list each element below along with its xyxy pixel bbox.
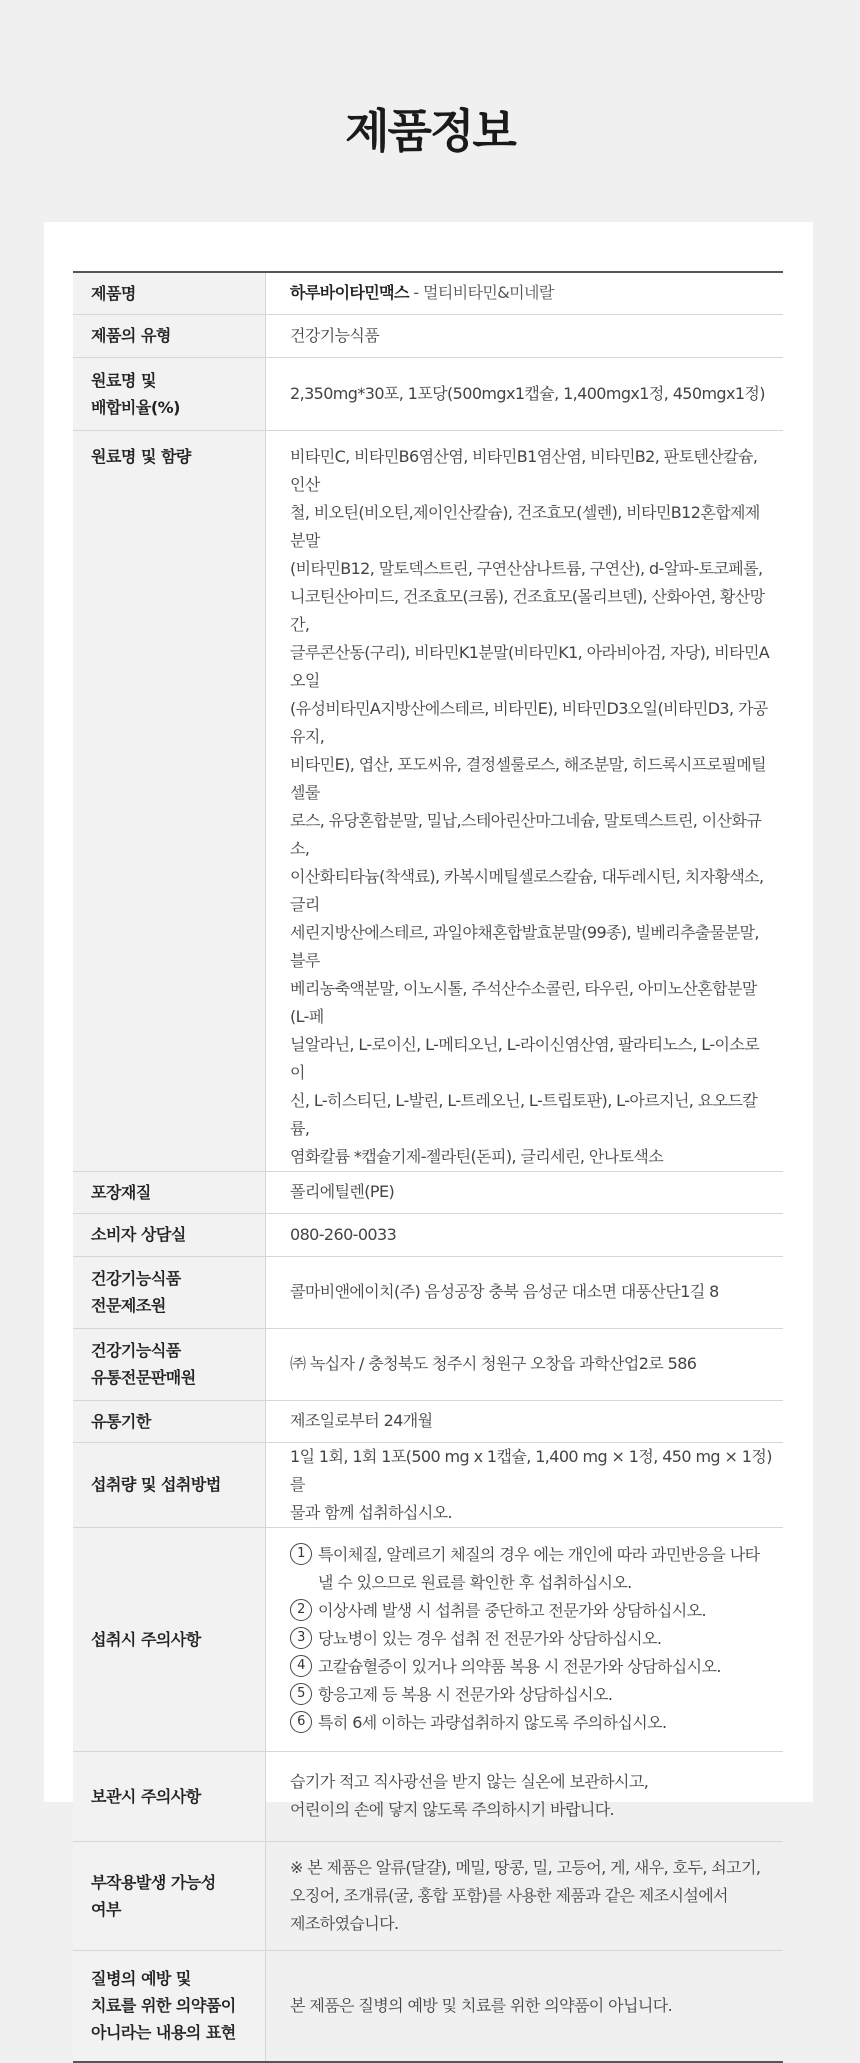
consumer-phone: 080-260-0033	[266, 1213, 784, 1256]
table-row	[73, 1841, 783, 1950]
storage-line: 어린이의 손에 닿지 않도록 주의하시기 바랍니다.	[290, 1800, 615, 1819]
list-item	[290, 1681, 773, 1709]
ingredients-line: (비타민B12, 말토덱스트린, 구연산삼나트륨, 구연산), d-알파-토코페롤,	[290, 558, 763, 578]
row-label-line: 건강기능식품	[91, 1269, 181, 1288]
product-info-card	[44, 222, 813, 2043]
ingredients-line: (유성비타민A지방산에스테르, 비타민E), 비타민D3오일(비타민D3, 가공유지,	[290, 698, 768, 746]
ingredients-line: 닐알라닌, L-로이신, L-메티오닌, L-라이신염산염, 팔라티노스, L-이소로이	[290, 1034, 760, 1082]
circled-number: 1	[290, 1543, 312, 1565]
row-label	[73, 1841, 266, 1950]
list-item-text: 이상사례 발생 시 섭취를 중단하고 전문가와 상담하십시오.	[318, 1601, 706, 1620]
storage-line: 습기가 적고 직사광선을 받지 않는 실온에 보관하시고,	[290, 1772, 649, 1791]
table-row	[73, 1751, 783, 1841]
side-effect-line: 오징어, 조개류(굴, 홍합 포함)를 사용한 제품과 같은 제조시설에서	[290, 1885, 728, 1905]
row-label-line: 치료를 위한 의약품이	[91, 1996, 236, 2016]
product-name-suffix: - 멀티비타민&미네랄	[408, 283, 554, 303]
cautions-value	[266, 1527, 784, 1751]
list-item-text: 특이체질, 알레르기 체질의 경우 에는 개인에 따라 과민반응을 나타낼 수 있으므로 원료를 확인한 후 섭취하십시오.	[318, 1545, 760, 1592]
intake-value	[266, 1442, 784, 1527]
row-label-line: 부작용발생 가능성	[91, 1872, 216, 1892]
intake-line: 물과 함께 섭취하십시오.	[290, 1502, 453, 1522]
table-row	[73, 1442, 783, 1527]
row-value: ㈜ 녹십자 / 충청북도 청주시 청원구 오창읍 과학산업2로 586	[266, 1328, 784, 1400]
table-row	[73, 357, 783, 430]
table-row	[73, 430, 783, 1171]
row-label: 섭취시 주의사항	[73, 1527, 266, 1751]
brand-name: 하루바이타민맥스	[290, 283, 409, 303]
row-value: 본 제품은 질병의 예방 및 치료를 위한 의약품이 아닙니다.	[290, 1995, 673, 2015]
table-row	[73, 272, 783, 314]
side-effect-line: ※ 본 제품은 알류(달걀), 메밀, 땅콩, 밀, 고등어, 게, 새우, 호두, 쇠고기,	[290, 1857, 761, 1877]
ingredients-value	[266, 430, 784, 1171]
circled-number: 6	[290, 1711, 312, 1733]
row-label-line: 전문제조원	[91, 1296, 166, 1315]
ingredients-line: 로스, 유당혼합분말, 밀납,스테아린산마그네슘, 말토덱스트린, 이산화규소,	[290, 810, 762, 858]
row-label-line: 원료명 및	[91, 370, 156, 390]
row-label	[73, 1256, 266, 1328]
row-label: 섭취량 및 섭취방법	[73, 1442, 266, 1527]
row-label: 보관시 주의사항	[73, 1751, 266, 1841]
row-value: 제조일로부터 24개월	[266, 1400, 784, 1442]
row-label	[73, 1328, 266, 1400]
row-label: 제품의 유형	[73, 314, 266, 357]
table-row	[73, 1256, 783, 1328]
table-row	[73, 1400, 783, 1442]
circled-number: 2	[290, 1599, 312, 1621]
ingredients-line: 이산화티타늄(착색료), 카복시메틸셀로스칼슘, 대두레시틴, 치자황색소, 글리	[290, 866, 764, 914]
table-row	[73, 314, 783, 357]
list-item-text: 특히 6세 이하는 과량섭취하지 않도록 주의하십시오.	[318, 1713, 667, 1732]
row-value: 폴리에틸렌(PE)	[266, 1171, 784, 1213]
circled-number: 3	[290, 1627, 312, 1649]
list-item-text: 항응고제 등 복용 시 전문가와 상담하십시오.	[318, 1685, 613, 1704]
row-label	[73, 357, 266, 430]
storage-value	[266, 1751, 784, 1841]
row-value: 2,350mg*30포, 1포당(500mgx1캡슐, 1,400mgx1정, 450mgx1정)	[266, 357, 784, 430]
row-label: 포장재질	[73, 1171, 266, 1213]
row-label: 소비자 상담실	[73, 1213, 266, 1256]
side-effect-line: 제조하였습니다.	[290, 1913, 399, 1933]
circled-number: 5	[290, 1683, 312, 1705]
ingredients-line: 글루콘산동(구리), 비타민K1분말(비타민K1, 아라비아검, 자당), 비타민A오일	[290, 642, 770, 690]
table-row	[73, 1213, 783, 1256]
ingredients-line: 비타민C, 비타민B6염산염, 비타민B1염산염, 비타민B2, 판토텐산칼슘, 인산	[290, 446, 758, 494]
row-label-line: 배합비율(%)	[91, 397, 180, 417]
list-item	[290, 1709, 773, 1737]
product-name-value	[266, 272, 784, 314]
row-label: 제품명	[73, 272, 266, 314]
ingredients-line: 비타민E), 엽산, 포도씨유, 결정셀룰로스, 해조분말, 히드록시프로필메틸셀룰	[290, 754, 766, 802]
table-row	[73, 1328, 783, 1400]
row-value: 콜마비앤에이치(주) 음성공장 충북 음성군 대소면 대풍산단1길 8	[266, 1256, 784, 1328]
list-item	[290, 1541, 773, 1597]
row-label-line: 건강기능식품	[91, 1341, 181, 1360]
ingredients-line: 철, 비오틴(비오틴,제이인산칼슘), 건조효모(셀렌), 비타민B12혼합제제분말	[290, 502, 760, 550]
row-value: 건강기능식품	[266, 314, 784, 357]
row-label-line: 여부	[91, 1899, 121, 1919]
table-row	[73, 1950, 783, 2062]
ingredients-line: 베리농축액분말, 이노시톨, 주석산수소콜린, 타우린, 아미노산혼합분말(L-페	[290, 978, 757, 1026]
product-info-table	[73, 271, 783, 2063]
row-label-line: 유통전문판매원	[91, 1368, 196, 1387]
row-label-line: 질병의 예방 및	[91, 1969, 191, 1989]
ingredients-line: 신, L-히스티딘, L-발린, L-트레오닌, L-트립토판), L-아르지닌, 요오드칼륨,	[290, 1090, 758, 1138]
row-label: 유통기한	[73, 1400, 266, 1442]
list-item	[290, 1625, 773, 1653]
circled-number: 4	[290, 1655, 312, 1677]
table-row	[73, 1527, 783, 1751]
cautions-list	[290, 1541, 773, 1737]
list-item	[290, 1597, 773, 1625]
side-effect-value	[266, 1841, 784, 1950]
page-title: 제품정보	[345, 104, 515, 158]
ingredients-line: 니코틴산아미드, 건조효모(크롬), 건조효모(몰리브덴), 산화아연, 황산망간,	[290, 586, 765, 634]
row-label	[73, 1950, 266, 2062]
list-item	[290, 1653, 773, 1681]
intake-line: 1일 1회, 1회 1포(500 mg x 1캡슐, 1,400 mg × 1정, 450 mg × 1정)를	[290, 1446, 772, 1494]
ingredients-line: 세린지방산에스테르, 과일야채혼합발효분말(99종), 빌베리추출물분말, 블루	[290, 922, 759, 970]
ingredients-line: 염화칼륨 *캡슐기제-젤라틴(돈피), 글리세린, 안나토색소	[290, 1146, 664, 1166]
row-label: 원료명 및 함량	[73, 430, 266, 1171]
list-item-text: 당뇨병이 있는 경우 섭취 전 전문가와 상담하십시오.	[318, 1629, 662, 1648]
table-row	[73, 1171, 783, 1213]
row-label-line: 아니라는 내용의 표현	[91, 2023, 236, 2043]
list-item-text: 고칼슘혈증이 있거나 의약품 복용 시 전문가와 상담하십시오.	[318, 1657, 721, 1676]
